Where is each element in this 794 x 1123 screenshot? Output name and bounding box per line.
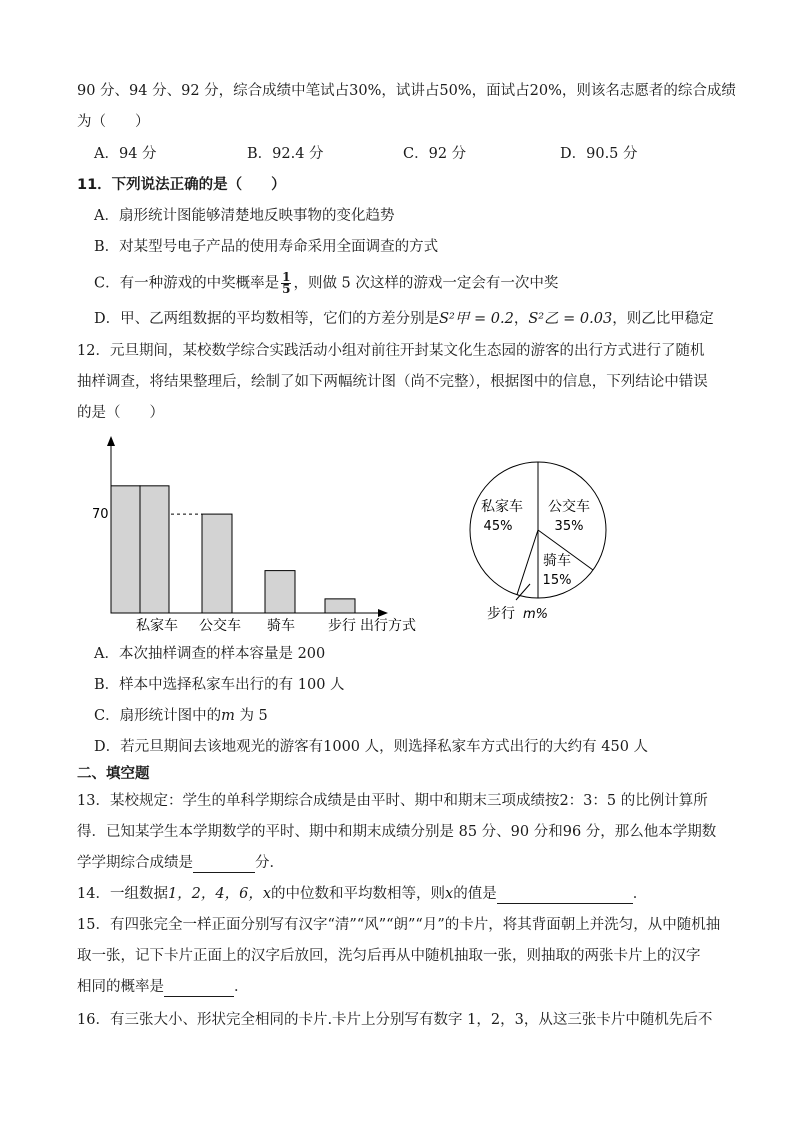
q14-end: ． [632, 886, 648, 902]
fraction-one-fifth [281, 272, 291, 295]
bar-1 [202, 514, 232, 613]
pie-value-walk: m% [523, 607, 549, 622]
q11-option-a: A．扇形统计图能够清楚地反映事物的变化趋势 [94, 208, 395, 224]
q11-option-d-pre: D．甲、乙两组数据的平均数相等，它们的方差分别是 [94, 311, 440, 327]
variance-jia: S²甲 = 0.2 [439, 311, 514, 327]
pie-value-car: 45% [483, 519, 513, 534]
fraction-numerator: 1 [282, 270, 291, 284]
x-axis-label: 出行方式 [360, 618, 416, 634]
q12-option-c-var: m [221, 708, 235, 724]
q15-line3 [77, 977, 249, 997]
x-tick-label-1: 公交车 [199, 618, 241, 634]
q14-mid: 的中位数和平均数相等，则 [271, 886, 446, 902]
variance-yi: S²乙 = 0.03 [528, 311, 613, 327]
q12-line2: 抽样调查，将结果整理后，绘制了如下两幅统计图（尚不完整），根据图中的信息，下列结论中错误 [77, 374, 708, 390]
bar-0-part-1 [140, 486, 169, 613]
q10-option-d: D．90.5 分 [560, 146, 638, 162]
pie-value-bike: 15% [542, 573, 572, 588]
bars-group [111, 486, 356, 634]
q11-option-d [94, 309, 714, 329]
q13-line2: 得．已知某学生本学期数学的平时、期中和期末成绩分别是 85 分、90 分和96 分，那么他本学期数 [77, 824, 717, 840]
bar-3 [325, 599, 355, 613]
pie-label-bike: 骑车 [543, 553, 571, 569]
q12-line1 [77, 341, 704, 361]
q15-line2: 取一张，记下卡片正面上的汉字后放回，洗匀后再从中随机抽取一张，则抽取的两张卡片上的汉字 [77, 948, 701, 964]
q12-line3: 的是（ ） [77, 405, 164, 421]
q11-option-b: B．对某型号电子产品的使用寿命采用全面调查的方式 [94, 239, 439, 255]
q13-line1: 13．某校规定：学生的单科学期综合成绩是由平时、期中和期末三项成绩按2：3：5 的比例计算所 [77, 793, 708, 809]
q14-pre: 14．一组数据 [77, 886, 168, 902]
x-axis-arrow [378, 609, 388, 617]
section-title: 二、填空题 [77, 766, 150, 782]
q11-option-c-pre: C．有一种游戏的中奖概率是 [94, 275, 280, 292]
q13-line3-pre: 学学期综合成绩是 [77, 855, 193, 871]
q11-stem-text: 11．下列说法正确的是（ ） [77, 177, 286, 193]
q13-line3-post: 分． [255, 855, 284, 871]
q12-option-c-pre: C．扇形统计图中的 [94, 708, 222, 724]
bar-0-part-0 [111, 486, 140, 613]
pie-label-walk: 步行 [487, 606, 515, 622]
q10-option-c: C．92 分 [403, 146, 467, 162]
q12-option-c [94, 706, 268, 726]
q10-option-a: A．94 分 [94, 146, 157, 162]
bar-chart [92, 436, 416, 634]
bar-2 [265, 571, 295, 613]
q11-stem [77, 175, 286, 195]
q12-line1-text: 12．元旦期间，某校数学综合实践活动小组对前往开封某文化生态园的游客的出行方式进行了随机 [77, 343, 705, 359]
q14-post: 的值是 [453, 886, 497, 902]
q10-line1: 90 分、94 分、92 分，综合成绩中笔试占30%，试讲占50%，面试占20%，则该名志愿者的综合成绩 [77, 83, 736, 99]
pie-chart [470, 462, 606, 622]
q14-line [77, 884, 647, 904]
q15-answer-blank[interactable] [164, 980, 234, 997]
q11-option-d-sep: ， [513, 311, 529, 327]
pie-label-bus: 公交车 [548, 499, 590, 515]
q10-option-b: B．92.4 分 [247, 146, 324, 162]
q11-option-c-post: ，则做 5 次这样的游戏一定会有一次中奖 [293, 275, 559, 292]
q10-line2: 为（ ） [77, 114, 150, 130]
charts-figure [0, 420, 794, 640]
pie-label-car: 私家车 [481, 499, 523, 515]
q15-line3-post: ． [234, 979, 249, 995]
q12-option-b: B．样本中选择私家车出行的有 100 人 [94, 677, 345, 693]
q14-var: x [262, 886, 272, 902]
q15-line3-pre: 相同的概率是 [77, 979, 164, 995]
q13-answer-blank[interactable] [193, 856, 255, 873]
pie-value-bus: 35% [554, 519, 584, 534]
q12-option-d: D．若元旦期间去该地观光的游客有1000 人，则选择私家车方式出行的大约有 450 人 [94, 739, 649, 755]
q10-options [77, 144, 697, 164]
x-tick-label-0: 私家车 [136, 618, 178, 634]
q12-option-c-post: 为 5 [234, 708, 268, 724]
y-tick-70: 70 [92, 507, 109, 523]
q13-line3 [77, 853, 284, 873]
q14-var2: x [445, 886, 454, 902]
q11-option-d-post: ，则乙比甲稳定 [612, 311, 714, 327]
q14-data: 1，2，4，6， [167, 886, 263, 902]
q16-line1: 16．有三张大小、形状完全相同的卡片.卡片上分别写有数字 1，2，3，从这三张卡片中随机先后不 [77, 1012, 713, 1028]
x-tick-label-3: 步行 [328, 618, 356, 634]
y-axis-arrow [107, 436, 115, 446]
fraction-denominator: 5 [282, 282, 291, 296]
q12-option-a: A．本次抽样调查的样本容量是 200 [94, 646, 326, 662]
q15-line1: 15．有四张完全一样正面分别写有汉字“清”“风”“朗”“月”的卡片，将其背面朝上并洗匀，从中随机抽 [77, 917, 721, 933]
q14-answer-blank[interactable] [497, 887, 633, 904]
x-tick-label-2: 骑车 [267, 618, 295, 634]
q11-option-c [94, 272, 558, 295]
